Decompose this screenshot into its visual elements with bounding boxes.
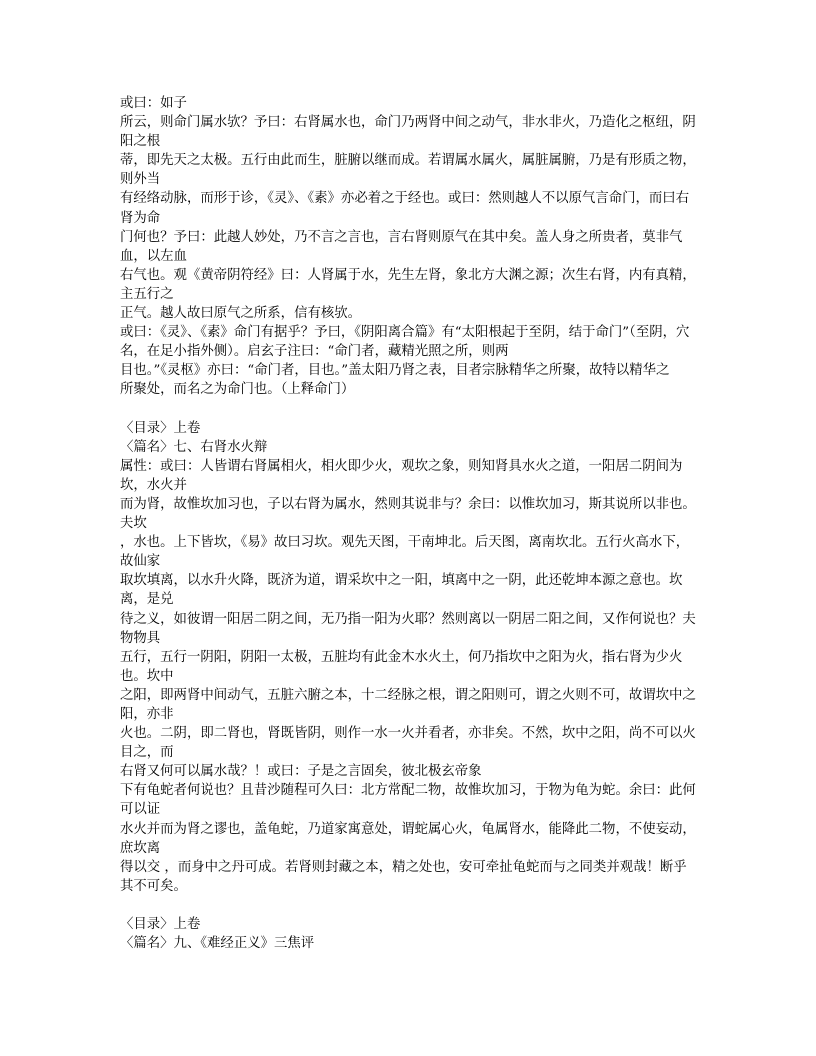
text-line: 水火并而为肾之谬也，盖龟蛇，乃道家寓意处，谓蛇属心火，龟属肾水，能降此二物，不使妄动，庶坎离 [120, 821, 696, 856]
section-ming-men [120, 94, 698, 400]
catalog-heading: 〈目录〉上卷 [120, 917, 201, 933]
text-line: 门何也？予曰：此越人妙处，乃不言之言也，言右肾则原气在其中矣。盖人身之所贵者，莫非气血，以左血 [120, 229, 683, 264]
text-line: 所云，则命门属水欤？予曰：右肾属水也，命门乃两肾中间之动气，非水非火，乃造化之枢纽，阴阳之根 [120, 115, 696, 150]
text-line: 或曰：《灵》、《素》命门有据乎？予曰，《阴阳离合篇》有“太阳根起于至阴，结于命门”（至阴，穴 [120, 325, 690, 341]
text-line: 待之义，如彼谓一阳居二阴之间，无乃指一阳为火耶？然则离以一阴居二阳之间，又作何说也？夫物物具 [120, 611, 696, 646]
document-page [120, 94, 698, 953]
text-line: 下有龟蛇者何说也？且昔沙随程可久曰：北方常配二物，故惟坎加习，于物为龟为蛇。余曰：此何可以证 [120, 783, 696, 818]
text-line: 右气也。观《黄帝阴符经》曰：人肾属于水，先生左肾，象北方大渊之源；次生右肾，内有真精，主五行之 [120, 267, 696, 302]
section-san-jiao [120, 915, 698, 953]
text-line: 之阳，即两肾中间动气，五脏六腑之本，十二经脉之根，谓之阳则可，谓之火则不可，故谓坎中之阳，亦非 [120, 687, 696, 722]
paragraph-gap [120, 896, 698, 915]
text-line: 得以交 ，而身中之丹可成。若肾则封藏之本，精之处也，安可牵扯龟蛇而与之同类并观哉！断乎其不可矣。 [120, 859, 687, 894]
text-line: 目也。”《灵枢》亦曰：“命门者，目也。”盖太阳乃肾之表，目者宗脉精华之所聚，故特以精华之 [120, 363, 670, 379]
text-line: 右肾又何可以属水哉？！或曰：子是之言固矣，彼北极玄帝象 [120, 764, 482, 780]
paragraph-gap [120, 400, 698, 419]
text-line: 取坎填离，以水升火降，既济为道，谓采坎中之一阳，填离中之一阴，此还乾坤本源之意也。坎离，是兑 [120, 573, 683, 608]
text-line: 正气。越人故曰原气之所系，信有核欤。 [120, 306, 362, 322]
text-line: ，水也。上下皆坎，《易》故曰习坎。观先天图，干南坤北。后天图，离南坎北。五行火高水下，故仙家 [120, 535, 690, 570]
catalog-heading: 〈目录〉上卷 [120, 420, 201, 436]
text-line: 而为肾，故惟坎加习也，子以右肾为属水，然则其说非与？余曰：以惟坎加习，斯其说所以非也。夫坎 [120, 496, 696, 532]
text-line: 名，在足小指外侧）。启玄子注曰：“命门者，藏精光照之所，则两 [120, 344, 509, 360]
text-line: 或曰：如子 [120, 96, 187, 111]
text-line: 属性：或曰：人皆谓右肾属相火，相火即少火，观坎之象，则知肾具水火之道，一阳居二阴间为坎，水火并 [120, 458, 683, 493]
text-line: 有经络动脉，而形于诊，《灵》、《素》亦必着之于经也。或曰：然则越人不以原气言命门，而曰右肾为命 [120, 191, 690, 226]
section-right-kidney [120, 419, 698, 896]
chapter-title: 〈篇名〉七、右肾水火辩 [120, 439, 268, 455]
text-line: 五行，五行一阴阳，阴阳一太极，五脏均有此金木水火土，何乃指坎中之阳为火，指右肾为少火也。坎中 [120, 649, 683, 684]
text-line: 所聚处，而名之为命门也。（上释命门） [120, 382, 355, 398]
text-line: 火也。二阴，即二肾也，肾既皆阴，则作一水一火并看者，亦非矣。不然，坎中之阳，尚不可以火目之，而 [120, 726, 696, 761]
text-line: 蒂，即先天之太极。五行由此而生，脏腑以继而成。若谓属水属火，属脏属腑，乃是有形质之物，则外当 [120, 153, 696, 188]
chapter-title: 〈篇名〉九、《难经正义》三焦评 [120, 936, 315, 952]
